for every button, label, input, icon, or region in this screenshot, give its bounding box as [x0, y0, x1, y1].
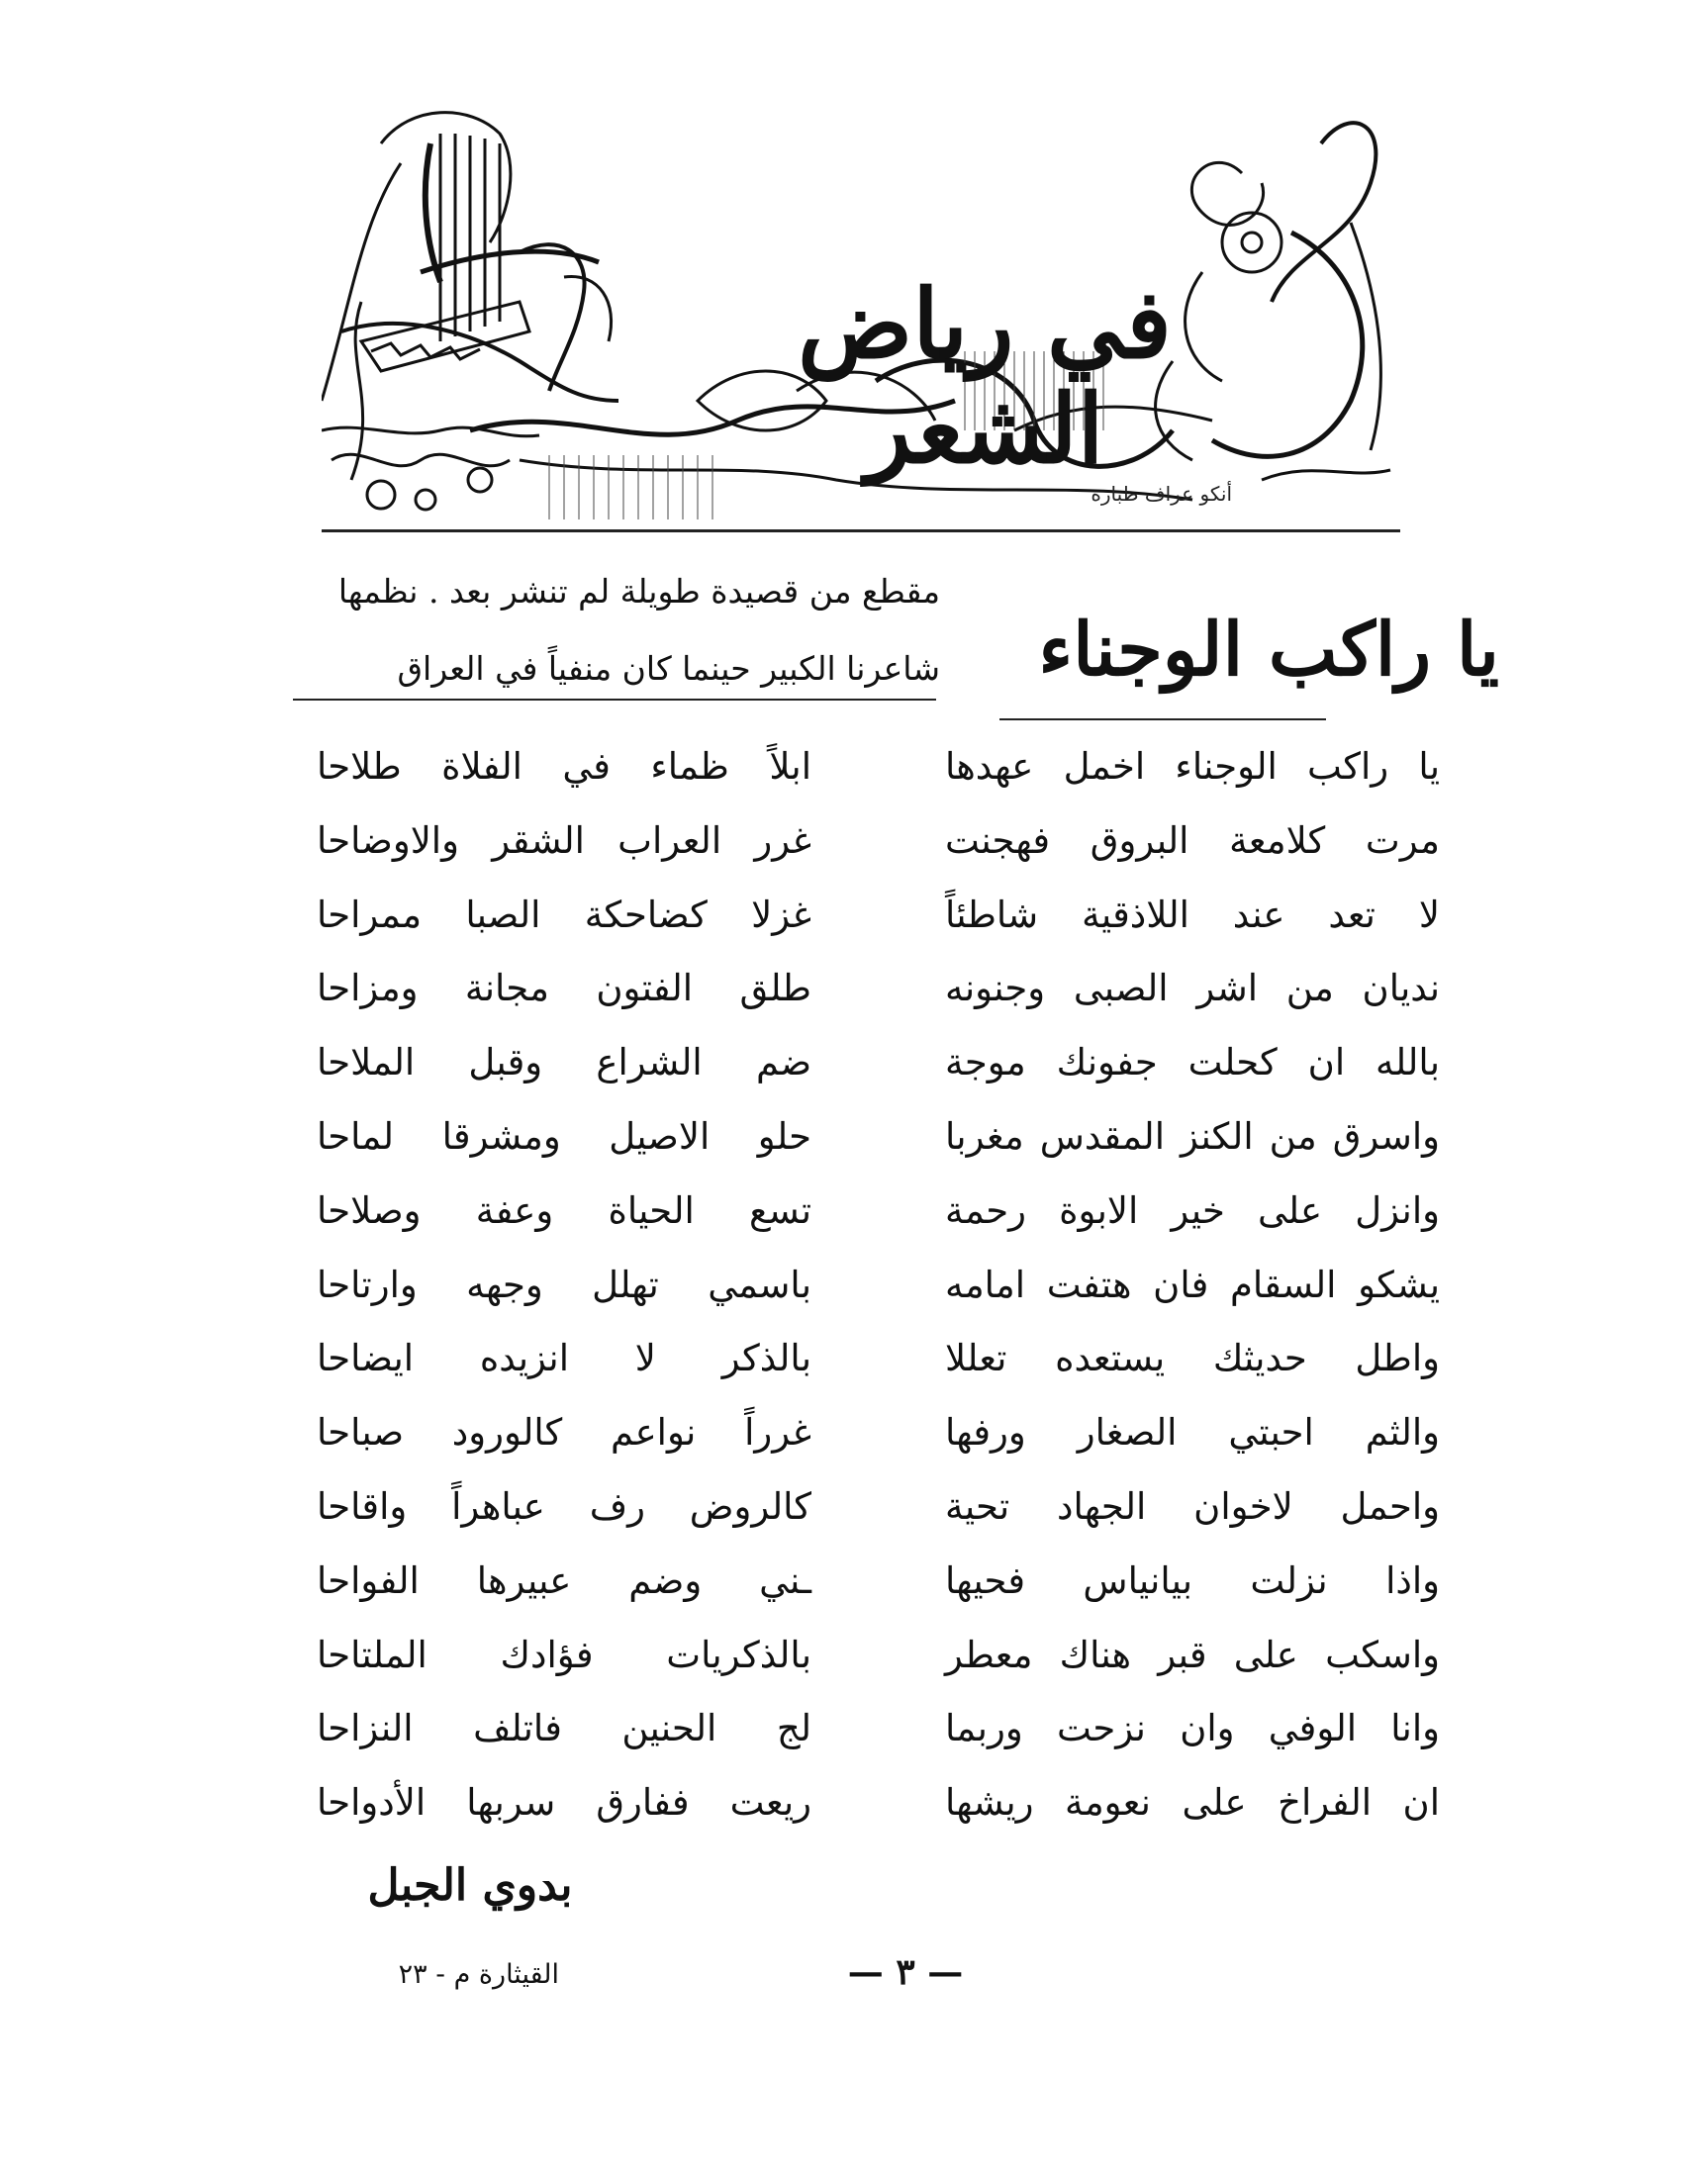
verse-line: وانا الوفي وان نزحت وربما — [945, 1707, 1440, 1750]
intro-line-2: شاعرنا الكبير حينما كان منفياً في العراق — [397, 649, 940, 688]
verse-line: ريعت ففارق سربها الأدواحا — [317, 1781, 811, 1825]
section-title: في رياض الشعر — [798, 268, 1172, 485]
issue-label: القيثارة م - ٢٣ — [398, 1959, 559, 1990]
verse-line: لا تعد عند اللاذقية شاطئاً — [945, 893, 1440, 936]
verse-column-left — [317, 730, 811, 1840]
verse-line: لج الحنين فاتلف النزاحا — [317, 1707, 811, 1750]
verse-line: واسرق من الكنز المقدس مغربا — [945, 1114, 1440, 1158]
verse-line: واسكب على قبر هناك معطر — [945, 1633, 1440, 1676]
verse-line: والثم احبتي الصغار ورفها — [945, 1411, 1440, 1455]
verse-line: نديان من اشر الصبى وجنونه — [945, 967, 1440, 1010]
header-banner — [322, 104, 1400, 532]
verse-line: وانزل على خير الابوة رحمة — [945, 1188, 1440, 1232]
verse-line: كالروض رف عباهراً واقاحا — [317, 1484, 811, 1528]
intro-line-1: مقطع من قصيدة طويلة لم تنشر بعد . نظمها — [337, 572, 940, 611]
poet-signature: بدوي الجبل — [367, 1860, 573, 1911]
verse-line: بالله ان كحلت جفونك موجة — [945, 1041, 1440, 1084]
title-underline — [999, 718, 1326, 720]
verse-line: بالذكر لا انزيده ايضاحا — [317, 1337, 811, 1380]
verse-line: واطل حديثك يستعده تعللا — [945, 1337, 1440, 1380]
intro-underline — [293, 699, 936, 701]
verse-line: واحمل لاخوان الجهاد تحية — [945, 1484, 1440, 1528]
verse-line: غرراً نواعم كالورود صباحا — [317, 1411, 811, 1455]
illustrator-credit: أنكو عراف طباره — [1091, 482, 1232, 506]
verse-line: بالذكريات فؤادك الملتاحا — [317, 1633, 811, 1676]
verse-line: يشكو السقام فان هتفت امامه — [945, 1263, 1440, 1306]
verse-line: ابلاً ظماء في الفلاة طلاحا — [317, 745, 811, 788]
page-number: — ٣ — — [847, 1951, 964, 1993]
verse-column-right — [945, 730, 1440, 1840]
verse-line: غرر العراب الشقر والاوضاحا — [317, 818, 811, 862]
verse-line: ان الفراخ على نعومة ريشها — [945, 1781, 1440, 1825]
verse-line: واذا نزلت بيانياس فحيها — [945, 1558, 1440, 1602]
verse-line: يا راكب الوجناء اخمل عهدها — [945, 745, 1440, 788]
verse-line: ضم الشراع وقبل الملاحا — [317, 1041, 811, 1084]
verse-line: طلق الفتون مجانة ومزاحا — [317, 967, 811, 1010]
poem-title: يا راكب الوجناء — [1038, 608, 1499, 693]
verse-line: تسع الحياة وعفة وصلاحا — [317, 1188, 811, 1232]
verse-line: حلو الاصيل ومشرقا لماحا — [317, 1114, 811, 1158]
verse-line: مرت كلامعة البروق فهجنت — [945, 818, 1440, 862]
verse-line: غزلا كضاحكة الصبا ممراحا — [317, 893, 811, 936]
verse-line: باسمي تهلل وجهه وارتاحا — [317, 1263, 811, 1306]
verse-line: ـني وضم عبيرها الفواحا — [317, 1558, 811, 1602]
